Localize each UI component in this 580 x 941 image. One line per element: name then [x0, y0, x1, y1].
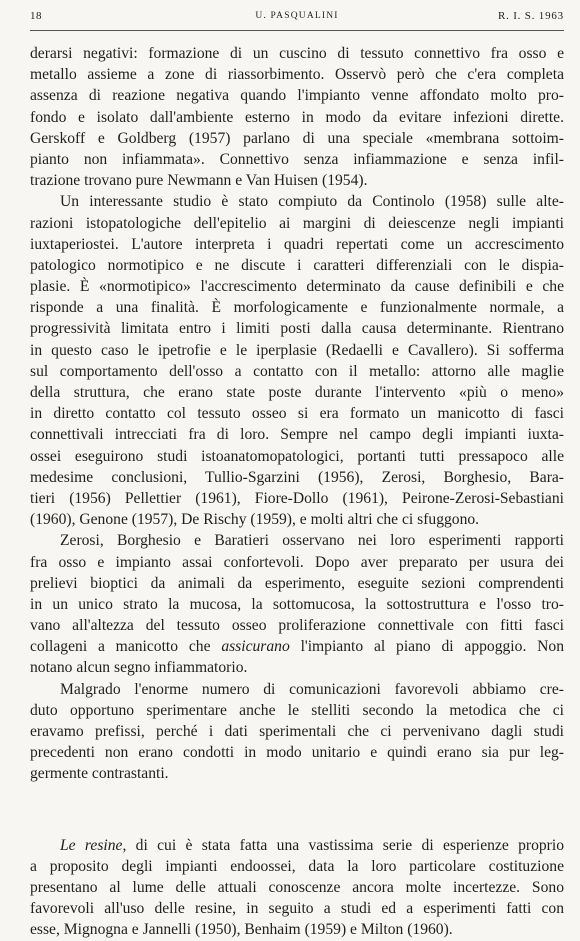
running-author: U. PASQUALINI [255, 11, 339, 21]
text-line: duto opportuno sperimentare anche le stelliti secondo la metodica che ci [30, 701, 564, 719]
running-journal: R. I. S. 1963 [497, 10, 564, 22]
text-line: collageni a manicotto che assicurano l'impianto al piano di appoggio. Non [30, 638, 564, 656]
text-line: fra osso e impianto assai confortevoli. Dopo aver preparato per usura dei [30, 553, 564, 571]
text-line: fondo e isolato dall'ambiente esterno in modo da evitare infezioni dirette. [30, 108, 564, 126]
text-line: germente contrastanti. [30, 765, 169, 783]
text-line: risponde a una finalità. È morfologicamente e funzionalmente normale, a [30, 299, 564, 317]
text-line: notano alcun segno infiammatorio. [30, 659, 248, 677]
text-line: vano all'altezza del tessuto osseo proliferazione connettivale con fitti fasci [30, 617, 564, 635]
text-line: razioni istopatologiche dell'epitelio ai margini di deiescenze negli impianti [30, 214, 564, 232]
paragraph [30, 835, 564, 941]
text-line: favorevoli all'uso delle resine, in seguito a studi ed a esperimenti fatti con [30, 900, 564, 918]
text-line: precedenti non erano condotti in modo unitario e quindi erano sia pur leg- [30, 744, 564, 762]
text-line: assenza di reazione negativa quando l'impianto venne affondato molto pro- [30, 87, 564, 105]
body-text [30, 43, 564, 941]
text-line: Malgrado l'enorme numero di comunicazioni favorevoli abbiamo cre- [60, 680, 564, 698]
text-line: Un interessante studio è stato compiuto da Continolo (1958) sulle alte- [60, 193, 564, 211]
header-rule [30, 30, 564, 31]
text-line: (1960), Genone (1957), De Rischy (1959), e molti altri che ci sfuggono. [30, 511, 480, 529]
text-line: connettivali intrecciati fra di loro. Sempre nel campo degli impianti iuxta- [30, 426, 564, 444]
text-line: esse, Mignogna e Jannelli (1950), Benhaim (1959) e Milton (1960). [30, 921, 453, 939]
text-line: ossei eseguirono studi istoanatomopatologici, portanti tutti pressapoco alle [30, 447, 564, 465]
text-line: Le resine, di cui è stata fatta una vastissima serie di esperienze proprio [60, 836, 564, 854]
text-line: progressività limitata entro i limiti posti dalla causa determinante. Rientrano [30, 320, 564, 338]
text-line: iuxtaperiostei. L'autore interpreta i quadri repertati come un accrescimento [30, 235, 564, 253]
text-line: della struttura, che erano state poste durante l'intervento «più o meno» [30, 384, 564, 401]
text-line: in questo caso le ipetrofie e le iperplasie (Redaelli e Cavallero). Si sofferma [30, 341, 564, 359]
text-line: trazione trovano pure Newmann e Van Huisen (1954). [30, 172, 368, 190]
text-line: metallo assieme a zone di riassorbimento. Osservò però che c'era completa [30, 66, 564, 84]
text-line: in un unico strato la mucosa, la sottomucosa, la sottostruttura e l'osso tro- [30, 595, 564, 613]
text-line: Zerosi, Borghesio e Baratieri osservano nei loro esperimenti rapporti [60, 532, 564, 550]
text-line: pianto non infiammata». Connettivo senza infiammazione e senza infil- [30, 150, 564, 168]
text-line: medesime conclusioni, Tullio-Sgarzini (1956), Zerosi, Borghesio, Bara- [30, 468, 564, 486]
paragraph [30, 530, 564, 678]
text-line: eravamo prefissi, perché i dati sperimentali che ci pervenivano dagli studi [30, 723, 564, 740]
page-number: 18 [30, 10, 42, 22]
text-line: a proposito degli impianti endoossei, data la loro particolare costituzione [30, 857, 564, 875]
paragraph [30, 679, 564, 785]
text-line: sul comportamento dell'osso a contatto con il metallo: attorno alle maglie [30, 362, 564, 380]
running-header [30, 10, 564, 32]
text-line: derarsi negativi: formazione di un cuscino di tessuto connettivo fra osso e [30, 45, 564, 62]
paragraph [30, 43, 564, 191]
section-spacer [30, 785, 564, 835]
text-line: tieri (1956) Pellettier (1961), Fiore-Dollo (1961), Peirone-Zerosi-Sebastiani [30, 489, 564, 507]
text-line: presentano al lume delle attuali conoscenze ancora molte incertezze. Sono [30, 878, 564, 896]
text-line: Gerskoff e Goldberg (1957) parlano di una speciale «membrana sottoim- [30, 129, 564, 147]
text-line: patologico normotipico e ne discute i caratteri differenziali con le dispia- [30, 256, 564, 274]
text-line: plasie. È «normotipico» l'accrescimento determinato da cause definibili e che [30, 278, 564, 296]
text-line: in diretto contatto col tessuto osseo si era formato un manicotto di fasci [30, 405, 564, 423]
paragraph [30, 191, 564, 530]
text-line: prelievi bioptici da animali da esperimento, eseguite sezioni comprendenti [30, 574, 564, 592]
